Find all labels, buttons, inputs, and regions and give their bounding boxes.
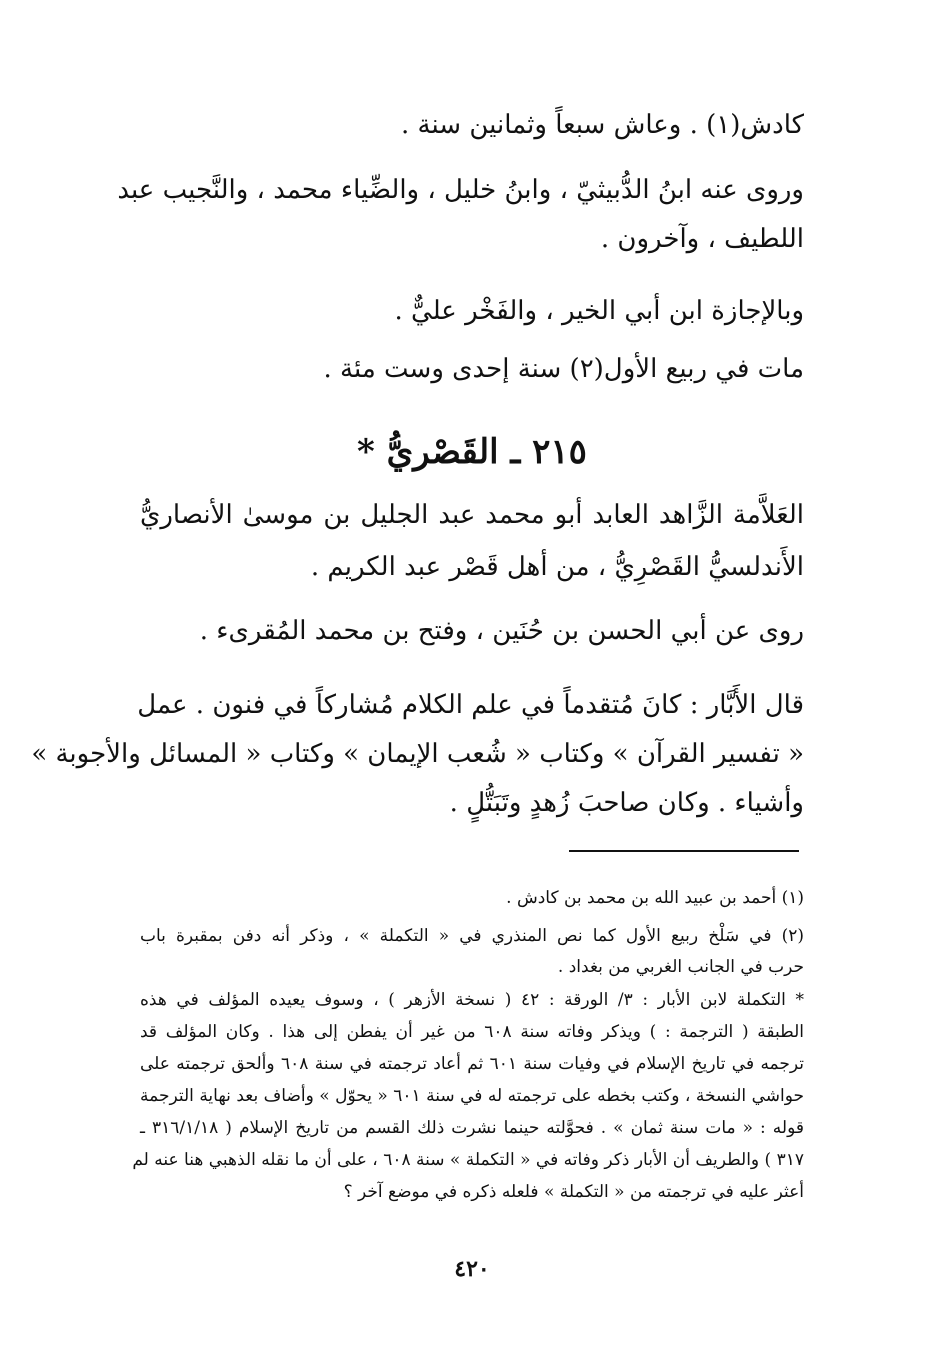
body-line: وروى عنه ابنُ الدُّبيثيّ ، وابنُ خليل ، والضِّياء محمد ، والنَّجيب عبد (117, 175, 804, 205)
footnote-line: ٣١٧ ) والطريف أن الأبار ذكر وفاته في « التكملة » سنة ٦٠٨ ، على أن ما نقله الذهبي هنا عنه لم (132, 1150, 804, 1170)
entry-heading: ٢١٥ ـ القَصْريُّ * (357, 432, 587, 472)
entry-line: الأَندلسيُّ القَصْرِيُّ ، من أهل قَصْر عبد الكريم . (310, 552, 804, 582)
footnote-line: أعثر عليه في ترجمته من « التكملة » فلعله ذكره في موضع آخر ؟ (343, 1182, 804, 1202)
footnote-line: قوله : « مات سنة ثمان » . فحوَّلته حينما نشرت ذلك القسم من تاريخ الإسلام ( ٣١٦/١/١٨ ـ (140, 1118, 805, 1138)
body-line: وبالإجازة ابن أبي الخير ، والفَخْر عليٌّ . (394, 296, 804, 326)
entry-line: وأشياء . وكان صاحبَ زُهدٍ وتَبَتُّلٍ . (449, 788, 804, 818)
body-line: كادش(١) . وعاش سبعاً وثمانين سنة . (400, 110, 804, 140)
page-number: ٤٢٠ (454, 1256, 490, 1282)
footnote-line: الطبقة ( الترجمة : ) ويذكر وفاته سنة ٦٠٨ من غير أن يفطن إلى هذا . وكان المؤلف قد (140, 1022, 804, 1042)
entry-line: « تفسير القرآن » وكتاب « شُعب الإيمان » وكتاب « المسائل والأجوبة » (31, 739, 804, 769)
footnote-line: حرب في الجانب الغربي من بغداد . (557, 957, 804, 977)
footnote-line: (٢) في سَلْخ ربيع الأول كما نص المنذري في « التكملة » ، وذكر أنه دفن بمقبرة باب (140, 926, 804, 946)
entry-line: روى عن أبي الحسن بن حُنَين ، وفتح بن محمد المُقرىء . (199, 616, 804, 646)
footnote-line: (١) أحمد بن عبيد الله بن محمد بن كادش . (506, 888, 804, 908)
body-line: مات في ربيع الأول(٢) سنة إحدى وست مئة . (323, 354, 804, 384)
footnote-line: ترجمه في تاريخ الإسلام في وفيات سنة ٦٠١ ثم أعاد ترجمته في سنة ٦٠٨ وألحق ترجمته على (140, 1054, 805, 1074)
entry-line: العَلاَّمة الزَّاهد العابد أبو محمد عبد الجليل بن موسىٰ الأنصاريُّ (140, 500, 804, 530)
body-line: اللطيف ، وآخرون . (600, 224, 804, 254)
footnote-line: * التكملة لابن الأبار : ٣/ الورقة : ٤٢ ( نسخة الأزهر ) ، وسوف يعيده المؤلف في هذه (140, 990, 804, 1010)
footnote-separator (569, 850, 799, 852)
entry-line: قال الأَبَّار : كانَ مُتقدماً في علم الكلام مُشاركاً في فنون . عمل (137, 690, 804, 720)
footnote-line: حواشي النسخة ، وكتب بخطه على ترجمته له في سنة ٦٠١ « يحوّل » وأضاف بعد نهاية الترجمة (140, 1086, 804, 1106)
